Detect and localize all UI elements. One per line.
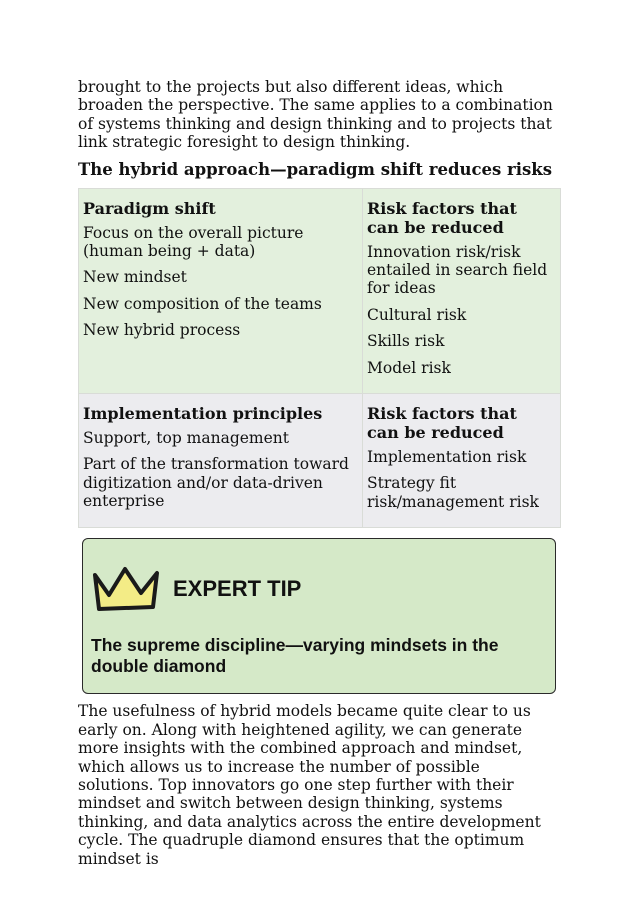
list-item: New hybrid process <box>83 321 241 340</box>
section-heading: The hybrid approach—paradigm shift reduces risks <box>78 159 553 179</box>
table-cell-paradigm-shift <box>79 188 363 393</box>
list-item: New composition of the teams <box>83 294 322 313</box>
expert-tip-box <box>82 538 556 694</box>
expert-tip-title: The supreme discipline—varying mindsets in the double diamond <box>91 635 499 677</box>
table-cell-implementation <box>79 394 363 528</box>
crown-icon <box>91 565 161 613</box>
list-item: Model risk <box>367 358 451 377</box>
cell-title: Paradigm shift <box>83 198 216 218</box>
list-item: Skills risk <box>367 332 445 351</box>
list-item: New mindset <box>83 268 187 287</box>
list-item: Part of the transformation toward digitization and/or data-driven enterprise <box>83 455 349 511</box>
table-row <box>79 188 561 393</box>
list-item: Innovation risk/risk entailed in search field for ideas <box>367 242 548 298</box>
cell-title: Implementation principles <box>83 404 323 424</box>
list-item: Support, top management <box>83 429 290 448</box>
table-row <box>79 394 561 528</box>
table-cell-risk-factors <box>363 394 561 528</box>
table-cell-risk-factors <box>363 188 561 393</box>
list-item: Implementation risk <box>367 448 527 467</box>
expert-tip-label: EXPERT TIP <box>173 576 302 602</box>
cell-title: Risk factors that can be reduced <box>367 198 517 237</box>
intro-paragraph: brought to the projects but also different ideas, which broaden the perspective. The same applies to a combination of systems thinking and design thinking and to projects that link strategic foresight to design thinking. <box>78 78 553 152</box>
list-item: Strategy fit risk/management risk <box>367 474 539 511</box>
list-item: Focus on the overall picture (human being + data) <box>83 223 304 261</box>
expert-tip-header <box>91 565 545 613</box>
cell-title: Risk factors that can be reduced <box>367 404 517 443</box>
paradigm-table <box>78 188 561 529</box>
list-item: Cultural risk <box>367 305 467 324</box>
document-page <box>78 78 560 868</box>
closing-paragraph: The usefulness of hybrid models became quite clear to us early on. Along with heightened agility, we can generate more insights with the combined approach and mindset, which allows us to increase the number of possible solutions. Top innovators go one step further with their mindset and switch between design thinking, systems thinking, and data analytics across the entire development cycle. The quadruple diamond ensures that the optimum mindset is <box>78 702 541 868</box>
